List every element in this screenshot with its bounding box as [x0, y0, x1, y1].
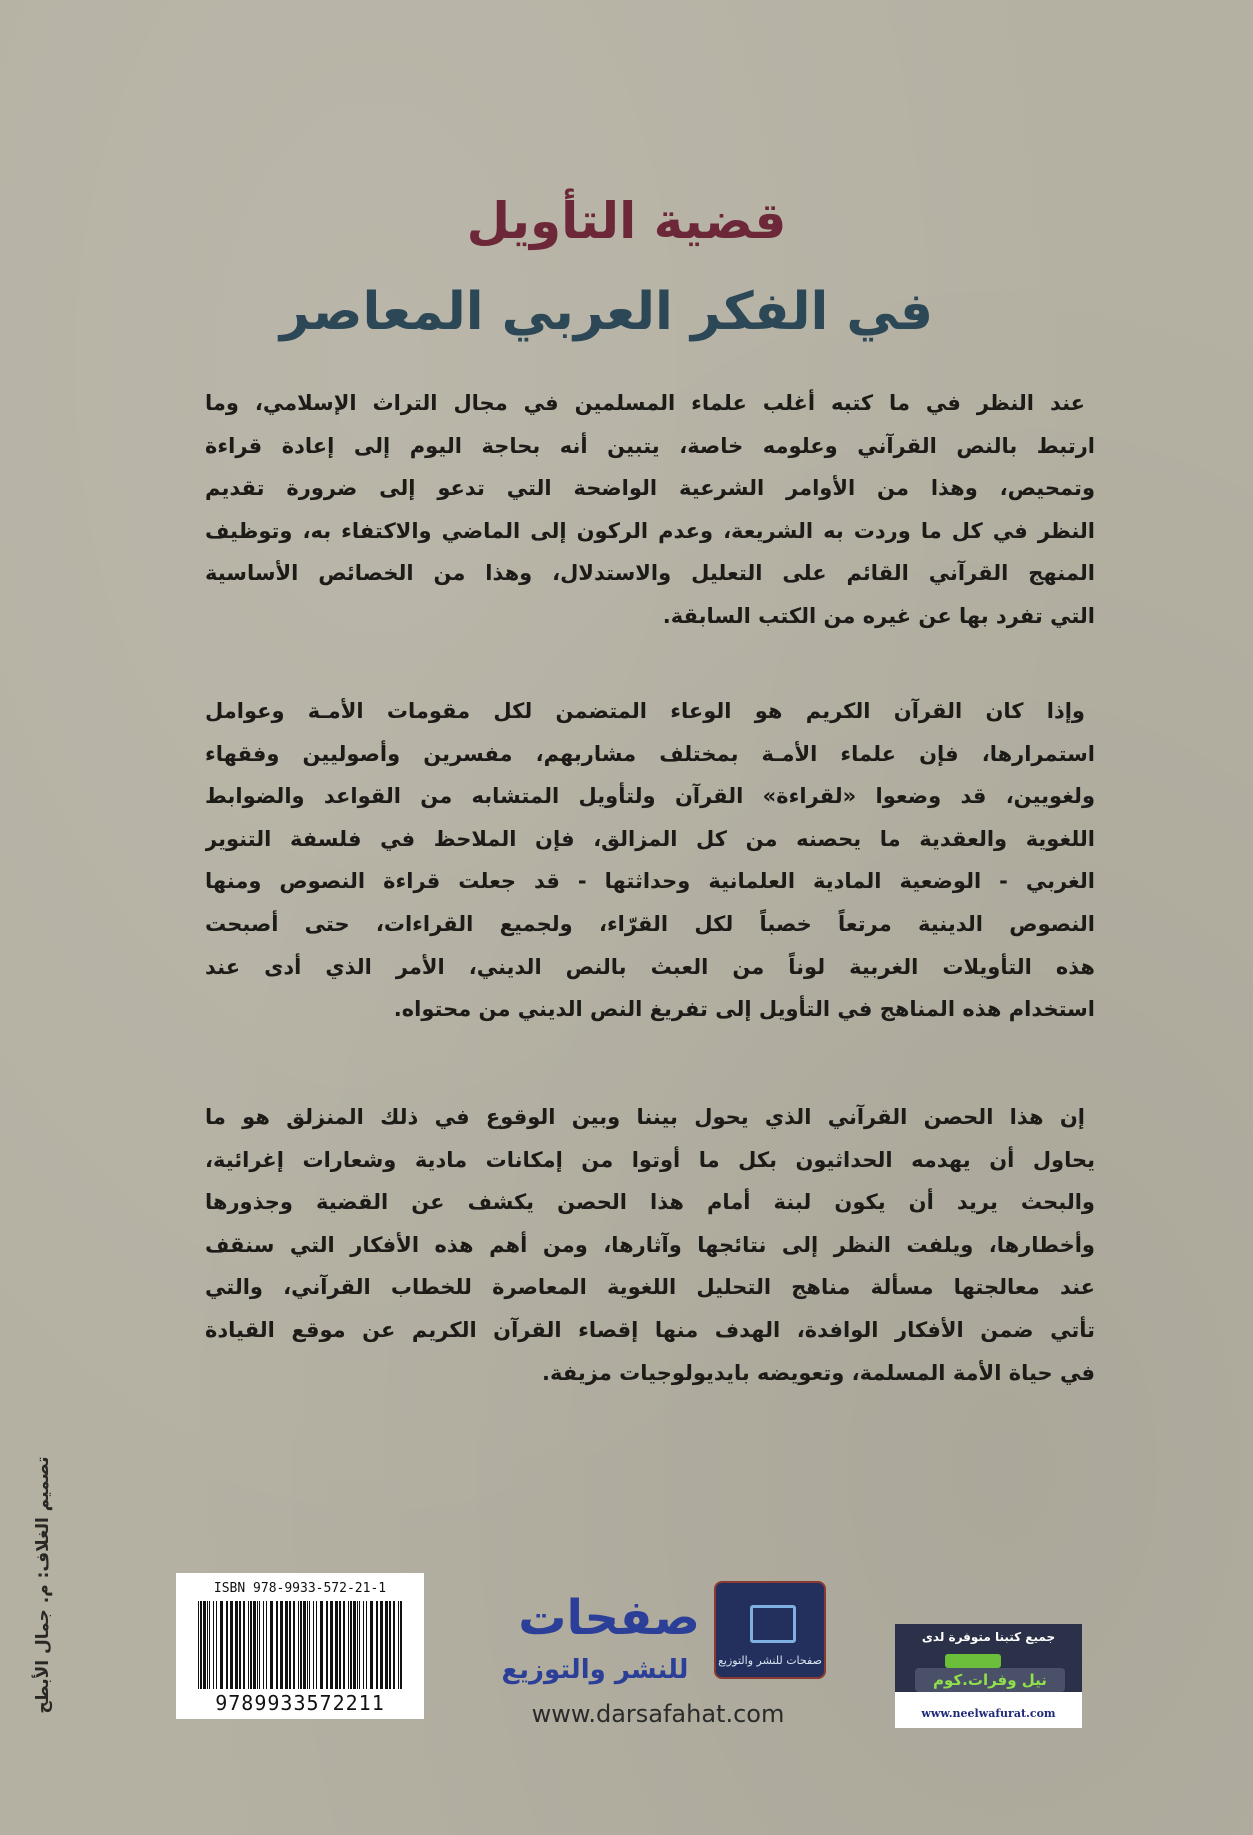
barcode-bar — [263, 1601, 264, 1689]
blurb-line: هذه التأويلات الغربية لوناً من العبث بالنص الديني، الأمر الذي أدى عند — [205, 954, 1095, 979]
barcode-bar — [259, 1601, 260, 1689]
barcode-bar — [289, 1601, 291, 1689]
barcode-bar — [220, 1601, 223, 1689]
barcode-bar — [357, 1601, 358, 1689]
book-title-line-1: قضية التأويل — [466, 192, 787, 250]
blurb-line: النظر في كل ما وردت به الشريعة، وعدم الركون إلى الماضي والاكتفاء به، وتوظيف — [205, 518, 1095, 543]
barcode-bar — [270, 1601, 273, 1689]
blurb-line: وتمحيص، وهذا من الأوامر الشرعية الواضحة التي تدعو إلى ضرورة تقديم — [205, 476, 1095, 501]
barcode-bar — [213, 1601, 214, 1689]
tag-icon — [945, 1654, 1001, 1668]
barcode-bar — [326, 1601, 328, 1689]
barcode-bar — [243, 1601, 245, 1689]
blurb-paragraph-2 — [205, 690, 1095, 1031]
blurb-line: عند معالجتها مسألة مناهج التحليل اللغوية المعاصرة للخطاب القرآني، والتي — [205, 1275, 1095, 1300]
barcode-bar — [359, 1601, 360, 1689]
barcode-bar — [385, 1601, 388, 1689]
publisher-name: صفحات — [518, 1590, 700, 1646]
barcode-bar — [226, 1601, 228, 1689]
barcode-bar — [370, 1601, 373, 1689]
barcode-bar — [216, 1601, 217, 1689]
blurb-line: ارتبط بالنص القرآني وعلومه خاصة، يتبين أنه بحاجة اليوم إلى إعادة قراءة — [205, 433, 1095, 458]
barcode-bar — [376, 1601, 378, 1689]
retailer-badge — [895, 1624, 1082, 1728]
barcode-bar — [393, 1601, 395, 1689]
barcode-bar — [198, 1601, 199, 1689]
publisher-subtitle: للنشر والتوزيع — [501, 1655, 689, 1685]
barcode-bar — [298, 1601, 299, 1689]
blurb-line: النصوص الدينية مرتعاً خصباً لكل القرّاء، ولجميع القراءات، حتى أصبحت — [205, 911, 1095, 936]
blurb-line: والبحث يريد أن يكون لبنة أمام هذا الحصن يكشف عن القضية وجذورها — [205, 1190, 1095, 1215]
barcode-bar — [235, 1601, 238, 1689]
barcode-bar — [363, 1601, 364, 1689]
barcode-bar — [330, 1601, 333, 1689]
barcode-bar — [348, 1601, 349, 1689]
blurb-line: ولغويين، قد وضعوا «لقراءة» القرآن ولتأويل المتشابه من القواعد والضوابط — [205, 784, 1095, 809]
barcode-bar — [309, 1601, 310, 1689]
barcode-bar — [253, 1601, 256, 1689]
retailer-banner — [895, 1624, 1082, 1692]
book-title-line-2: في الفكر العربي المعاصر — [279, 282, 934, 342]
barcode-bar — [266, 1601, 267, 1689]
blurb-line: وإذا كان القرآن الكريم هو الوعاء المتضمن لكل مقومات الأمـة وعوامل — [205, 699, 1085, 723]
barcode-bar — [280, 1601, 283, 1689]
barcode-bar — [320, 1601, 323, 1689]
barcode-bar — [307, 1601, 308, 1689]
barcode-bar — [366, 1601, 367, 1689]
retailer-url: www.neelwafurat.com — [921, 1707, 1056, 1720]
barcode-bar — [389, 1601, 391, 1689]
blurb-line: إن هذا الحصن القرآني الذي يحول بيننا وبين الوقوع في ذلك المنزلق هو ما — [205, 1105, 1085, 1129]
barcode-bar — [300, 1601, 302, 1689]
blurb-line: الغربي - الوضعية المادية العلمانية وحداثتها - قد جعلت قراءة النصوص ومنها — [205, 869, 1095, 894]
barcode-number: 9789933572211 — [215, 1691, 385, 1715]
retailer-slogan: جميع كتبنا متوفرة لدى — [921, 1630, 1056, 1644]
barcode-bar — [353, 1601, 356, 1689]
blurb-line: اللغوية والعقدية ما يحصنه من كل المزالق، فإن الملاحظ في فلسفة التنوير — [205, 826, 1095, 851]
barcode-bar — [335, 1601, 338, 1689]
blurb-line: التي تفرد بها عن غيره من الكتب السابقة. — [662, 603, 1095, 628]
barcode-bar — [316, 1601, 317, 1689]
publisher-url: www.darsafahat.com — [531, 1700, 785, 1728]
blurb-line: عند النظر في ما كتبه أغلب علماء المسلمين في مجال التراث الإسلامي، وما — [205, 391, 1085, 415]
barcode-bar — [203, 1601, 206, 1689]
barcode-bar — [207, 1601, 208, 1689]
blurb-line: وأخطارها، ويلفت النظر إلى نتائجها وآثارها، ومن أهم هذه الأفكار التي سنقف — [205, 1232, 1095, 1257]
barcode-bar — [313, 1601, 314, 1689]
barcode-bar — [248, 1601, 249, 1689]
barcode-bar — [276, 1601, 278, 1689]
barcode-bar — [350, 1601, 352, 1689]
barcode-bar — [400, 1601, 402, 1689]
barcode-bar — [250, 1601, 252, 1689]
barcode-bar — [239, 1601, 241, 1689]
barcode-bar — [303, 1601, 306, 1689]
blurb-paragraph-1 — [205, 382, 1095, 638]
blurb-line: في حياة الأمة المسلمة، وتعويضه بايديولوجيات مزيفة. — [542, 1360, 1095, 1385]
blurb-line: استخدام هذه المناهج في التأويل إلى تفريغ النص الديني من محتواه. — [393, 997, 1095, 1022]
barcode-bar — [285, 1601, 288, 1689]
barcode-bar — [209, 1601, 210, 1689]
blurb-paragraph-3 — [205, 1096, 1095, 1394]
blurb-line: استمرارها، فإن علماء الأمـة بمختلف مشاربهم، مفسرين وأصوليين وفقهاء — [205, 741, 1095, 766]
barcode-bar — [200, 1601, 202, 1689]
barcode-bar — [230, 1601, 233, 1689]
retailer-brand: نيل وفرات.كوم — [915, 1668, 1065, 1692]
blurb-line: يحاول أن يهدمه الحداثيون بكل ما أوتوا من إمكانات مادية وشعارات إغرائية، — [205, 1147, 1095, 1172]
barcode-bar — [293, 1601, 295, 1689]
barcode-bar — [343, 1601, 345, 1689]
cover-design-credit — [28, 1445, 58, 1725]
publisher-logo-label: صفحات للنشر والتوزيع — [718, 1654, 822, 1667]
barcode-bar — [257, 1601, 258, 1689]
isbn-label: ISBN 978-9933-572-21-1 — [213, 1581, 387, 1596]
book-icon — [750, 1605, 796, 1643]
credit-text: تصميم الغلاف: م. جمال الأبطح — [33, 1456, 53, 1714]
barcode-bar — [339, 1601, 341, 1689]
isbn-barcode — [176, 1573, 424, 1719]
publisher-logo — [716, 1583, 824, 1677]
barcode-bars — [198, 1601, 404, 1689]
barcode-bar — [380, 1601, 383, 1689]
blurb-line: تأتي ضمن الأفكار الوافدة، الهدف منها إقصاء القرآن الكريم عن موقع القيادة — [205, 1317, 1095, 1342]
barcode-bar — [398, 1601, 399, 1689]
blurb-line: المنهج القرآني القائم على التعليل والاستدلال، وهذا من الخصائص الأساسية — [205, 561, 1095, 586]
